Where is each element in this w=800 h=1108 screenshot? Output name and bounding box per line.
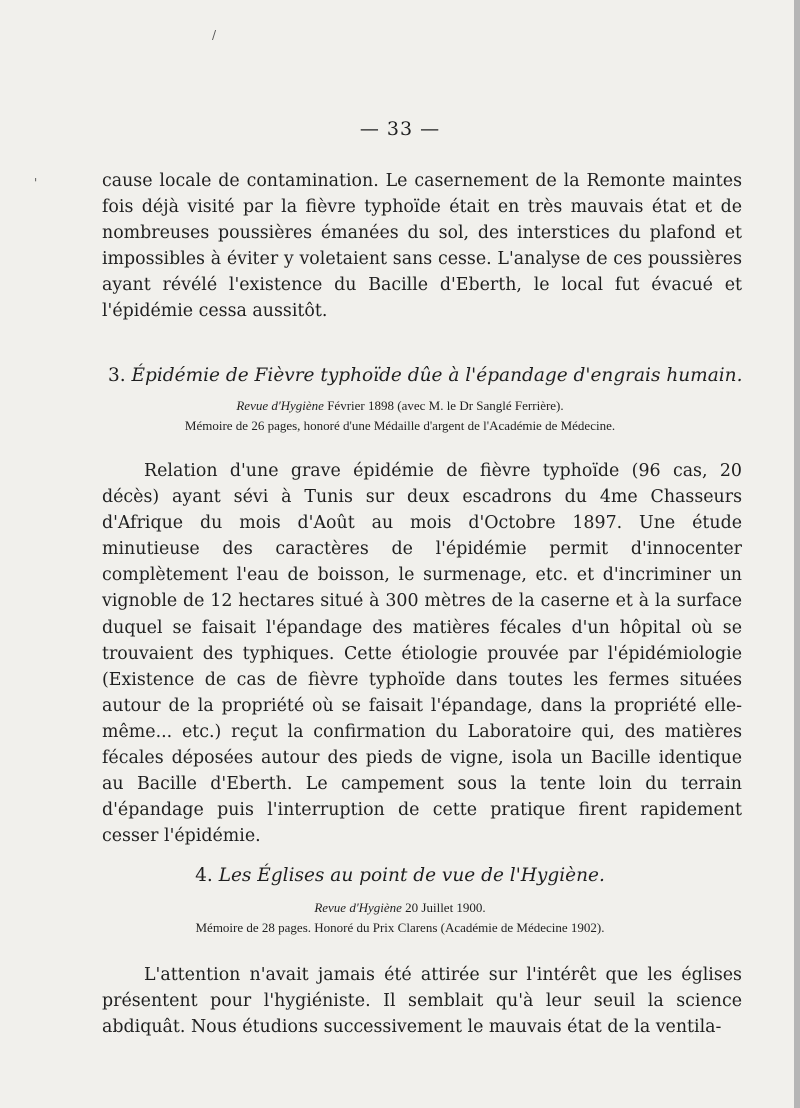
section-4-memo: Mémoire de 28 pages. Honoré du Prix Clarens (Académie de Médecine 1902). xyxy=(195,920,605,935)
section-4-number: 4. xyxy=(195,865,213,886)
section-3-title: Épidémie de Fièvre typhoïde dûe à l'épandage d'engrais humain. xyxy=(131,365,743,386)
section-3-journal: Revue d'Hygiène xyxy=(236,398,324,413)
section-3-reference xyxy=(0,398,800,414)
section-3-body xyxy=(102,458,742,849)
section-3-text: Relation d'une grave épidémie de fièvre typhoïde (96 cas, 20 décès) ayant sévi à Tunis sur deux escadrons du 4me Chasseurs d'Afrique du mois d'Août au mois d'Octobre 1897. Une étude minutieuse des caractères de l'épidémie permit d'innocenter complètement l'eau de boisson, le surmenage, etc. et d'incriminer un vignoble de 12 hectares situé à 300 mètres de la caserne et à la surface duquel se faisait l'épandage des matières fécales d'un hôpital où se trouvaient des typhiques. Cette étiologie prouvée par l'épidémiologie (Existence de cas de fièvre typhoïde dans toutes les fermes situées autour de la propriété où se faisait l'épandage, dans la propriété elle-même... etc.) reçut la confirmation du Laboratoire qui, des matières fécales déposées autour des pieds de vigne, isola un Bacille identique au Bacille d'Eberth. Le campement sous la tente loin du terrain d'épandage puis l'interruption de cette pratique firent rapidement cesser l'épidémie. xyxy=(102,461,742,847)
section-4-text: L'attention n'avait jamais été attirée sur l'intérêt que les églises présentent pour l'hygiéniste. Il semblait qu'à leur seuil la science abdiquât. Nous étudions successivement le mauvais état de la ventila- xyxy=(102,965,742,1038)
page-number: — 33 — xyxy=(359,118,441,140)
section-4-heading xyxy=(0,865,800,886)
section-3-number: 3. xyxy=(108,365,126,386)
section-3-heading xyxy=(108,365,748,386)
section-4-title: Les Églises au point de vue de l'Hygiène. xyxy=(218,865,605,886)
scan-mark: / xyxy=(212,28,217,42)
section-3-ref-details: Février 1898 (avec M. le Dr Sanglé Ferrière). xyxy=(327,398,564,413)
intro-text: cause locale de contamination. Le casernement de la Remonte maintes fois déjà visité par la fièvre typhoïde était en très mauvais état et de nombreuses poussières émanées du sol, des interstices du plafond et impossibles à éviter y voletaient sans cesse. L'analyse de ces poussières ayant révélé l'existence du Bacille d'Eberth, le local fut évacué et l'épidémie cessa aussitôt. xyxy=(102,171,742,322)
scan-edge xyxy=(794,0,800,1108)
section-4-body xyxy=(102,962,742,1040)
section-4-reference xyxy=(0,900,800,916)
section-4-journal: Revue d'Hygiène xyxy=(314,900,402,915)
scan-mark: ' xyxy=(34,176,38,190)
intro-paragraph xyxy=(102,168,742,325)
section-3-memo: Mémoire de 26 pages, honoré d'une Médaille d'argent de l'Académie de Médecine. xyxy=(184,418,616,433)
section-4-ref-details: 20 Juillet 1900. xyxy=(405,900,486,915)
